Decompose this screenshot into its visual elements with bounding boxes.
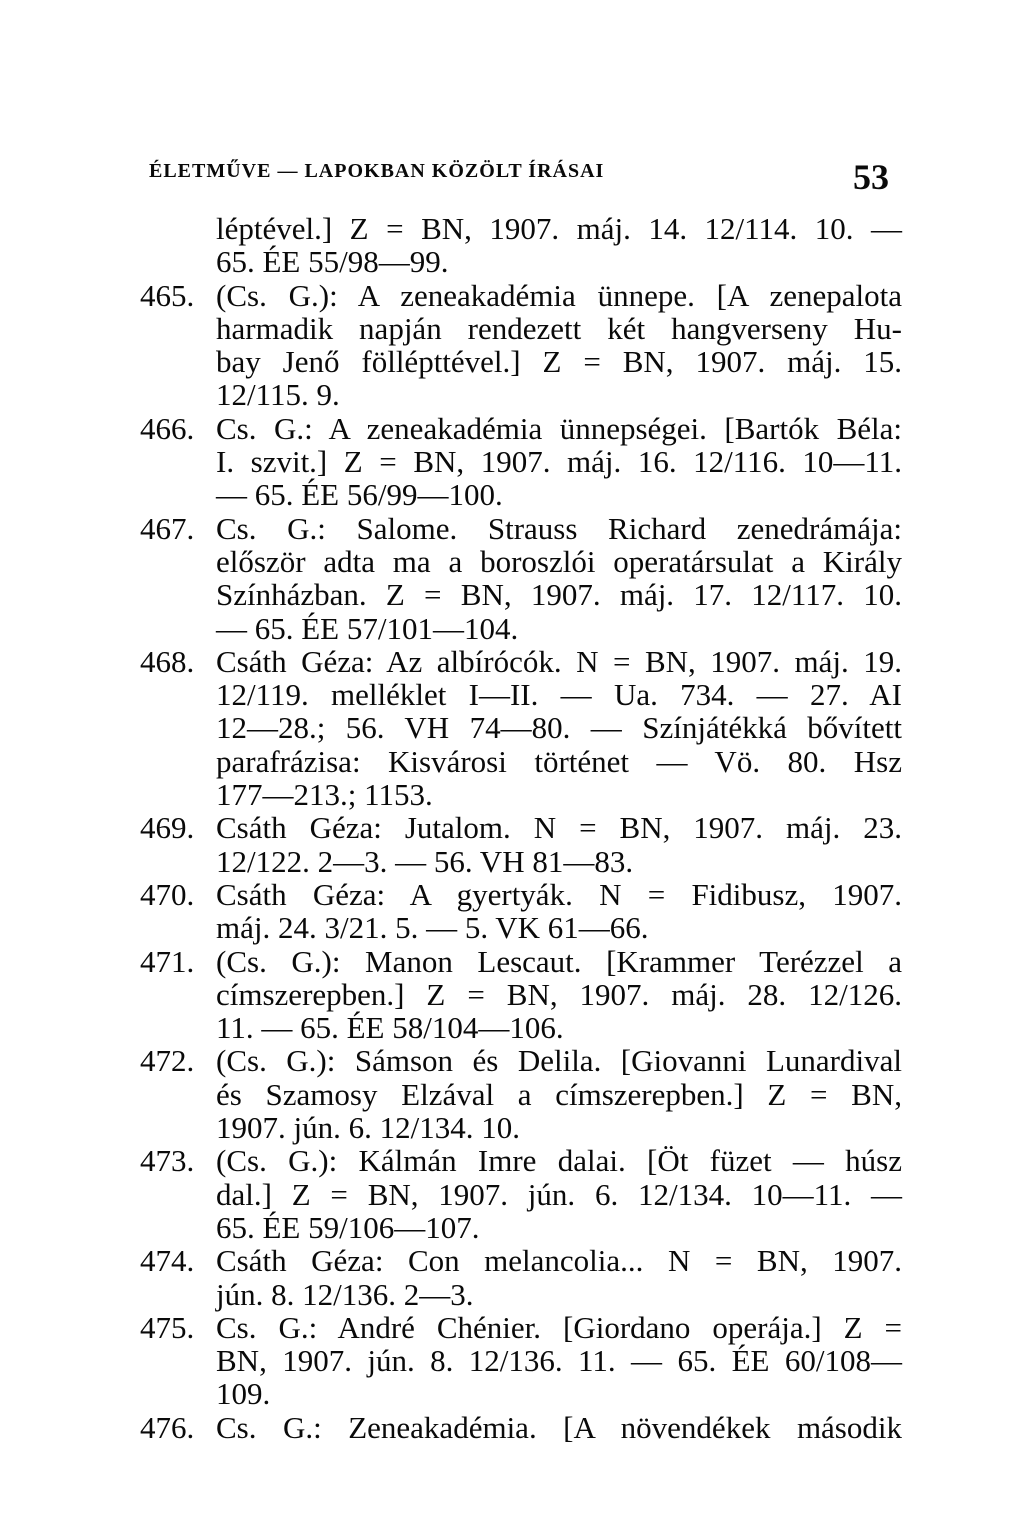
entry-line — [140, 545, 902, 578]
entry-text: — 65. ÉE 57/101—104. — [216, 610, 519, 646]
entry-text: BN, 1907. jún. 8. 12/136. 11. — 65. ÉE 60/108— — [216, 1343, 902, 1379]
entry-number: 469. — [140, 810, 195, 846]
entry-number: 465. — [140, 277, 195, 313]
entry-line — [140, 1178, 902, 1211]
entry-number: 475. — [140, 1309, 195, 1345]
entry-line — [140, 1211, 902, 1244]
entry-line — [140, 279, 902, 312]
page-number: 53 — [853, 157, 889, 197]
entry-number: 471. — [140, 943, 195, 979]
entry-text: és Szamosy Elzával a címszerepben.] Z = BN, — [216, 1076, 902, 1112]
entry-text: I. szvit.] Z = BN, 1907. máj. 16. 12/116. 10—11. — [216, 444, 902, 480]
entry-line — [140, 378, 902, 411]
entry-line — [140, 345, 902, 378]
entry-line — [140, 1144, 902, 1177]
entry-line — [140, 245, 902, 278]
entry-text: (Cs. G.): Kálmán Imre dalai. [Öt füzet — húsz — [216, 1143, 902, 1179]
entry-number: 474. — [140, 1243, 195, 1279]
entry-text: Cs. G.: André Chénier. [Giordano operája.] Z = — [216, 1309, 902, 1345]
running-head: ÉLETMŰVE — LAPOKBAN KÖZÖLT ÍRÁSAI — [149, 160, 605, 182]
entry-text: 109. — [216, 1376, 271, 1412]
entry-number: 466. — [140, 410, 195, 446]
entry-line — [140, 911, 902, 944]
entry-line — [140, 945, 902, 978]
entry-line — [140, 845, 902, 878]
entry-text: jún. 8. 12/136. 2—3. — [216, 1276, 474, 1312]
entry-line — [140, 312, 902, 345]
entry-number: 473. — [140, 1143, 195, 1179]
entry-line — [140, 212, 902, 245]
entry-text: 12/119. melléklet I—II. — Ua. 734. — 27. AI — [216, 677, 902, 713]
entry-number: 472. — [140, 1043, 195, 1079]
entry-text: 1907. jún. 6. 12/134. 10. — [216, 1110, 520, 1146]
entry-line — [140, 512, 902, 545]
entry-text: Színházban. Z = BN, 1907. máj. 17. 12/117. 10. — [216, 577, 902, 613]
entry-line — [140, 612, 902, 645]
entry-line — [140, 412, 902, 445]
entry-text: 12/115. 9. — [216, 377, 340, 413]
entry-line — [140, 1078, 902, 1111]
entry-line — [140, 1377, 902, 1410]
entry-line — [140, 1244, 902, 1277]
entry-line — [140, 678, 902, 711]
entry-text: — 65. ÉE 56/99—100. — [216, 477, 503, 513]
entry-text: 11. — 65. ÉE 58/104—106. — [216, 1010, 564, 1046]
entry-text: (Cs. G.): Sámson és Delila. [Giovanni Lunardival — [216, 1043, 902, 1079]
entry-text: (Cs. G.): A zeneakadémia ünnepe. [A zenepalota — [216, 277, 902, 313]
entry-line — [140, 878, 902, 911]
entry-text: 12/122. 2—3. — 56. VH 81—83. — [216, 843, 634, 879]
entry-line — [140, 1044, 902, 1077]
entry-text: bay Jenő föllépttével.] Z = BN, 1907. máj. 15. — [216, 344, 902, 380]
entry-line — [140, 1111, 902, 1144]
entry-line — [140, 811, 902, 844]
entry-text: Csáth Géza: Az albírócók. N = BN, 1907. máj. 19. — [216, 643, 902, 679]
entry-text: Csáth Géza: A gyertyák. N = Fidibusz, 1907. — [216, 876, 902, 912]
entry-text: 177—213.; 1153. — [216, 777, 433, 813]
entry-line — [140, 711, 902, 744]
entry-line — [140, 745, 902, 778]
entry-line — [140, 1311, 902, 1344]
entry-line — [140, 1344, 902, 1377]
entry-line — [140, 978, 902, 1011]
entry-text: Cs. G.: A zeneakadémia ünnepségei. [Bartók Béla: — [216, 410, 902, 446]
entry-number: 470. — [140, 876, 195, 912]
entry-text: Cs. G.: Zeneakadémia. [A növendékek második — [216, 1409, 902, 1445]
entry-text: Cs. G.: Salome. Strauss Richard zenedrámája: — [216, 510, 902, 546]
entry-text: máj. 24. 3/21. 5. — 5. VK 61—66. — [216, 910, 649, 946]
entry-line — [140, 478, 902, 511]
entry-text: 12—28.; 56. VH 74—80. — Színjátékká bővített — [216, 710, 902, 746]
entry-text: léptével.] Z = BN, 1907. máj. 14. 12/114. 10. — — [216, 211, 902, 246]
entry-number: 468. — [140, 643, 195, 679]
entry-text: parafrázisa: Kisvárosi történet — Vö. 80. Hsz — [216, 743, 902, 779]
entry-text: harmadik napján rendezett két hangverseny Hu- — [216, 310, 902, 346]
entry-line — [140, 778, 902, 811]
entry-text: címszerepben.] Z = BN, 1907. máj. 28. 12/126. — [216, 976, 902, 1012]
entry-text: először adta ma a boroszlói operatársulat a Király — [216, 543, 902, 579]
entry-line — [140, 445, 902, 478]
bibliography-entries — [140, 212, 902, 1444]
entry-text: dal.] Z = BN, 1907. jún. 6. 12/134. 10—11. — — [216, 1176, 902, 1212]
entry-line — [140, 578, 902, 611]
entry-line — [140, 1278, 902, 1311]
entry-text: 65. ÉE 55/98—99. — [216, 244, 449, 280]
entry-text: Csáth Géza: Jutalom. N = BN, 1907. máj. 23. — [216, 810, 902, 846]
entry-line — [140, 645, 902, 678]
entry-line — [140, 1011, 902, 1044]
entry-number: 467. — [140, 510, 195, 546]
entry-line — [140, 1411, 902, 1444]
entry-text: (Cs. G.): Manon Lescaut. [Krammer Terézzel a — [216, 943, 902, 979]
entry-number: 476. — [140, 1409, 195, 1445]
entry-text: 65. ÉE 59/106—107. — [216, 1209, 480, 1245]
entry-text: Csáth Géza: Con melancolia... N = BN, 1907. — [216, 1243, 902, 1279]
